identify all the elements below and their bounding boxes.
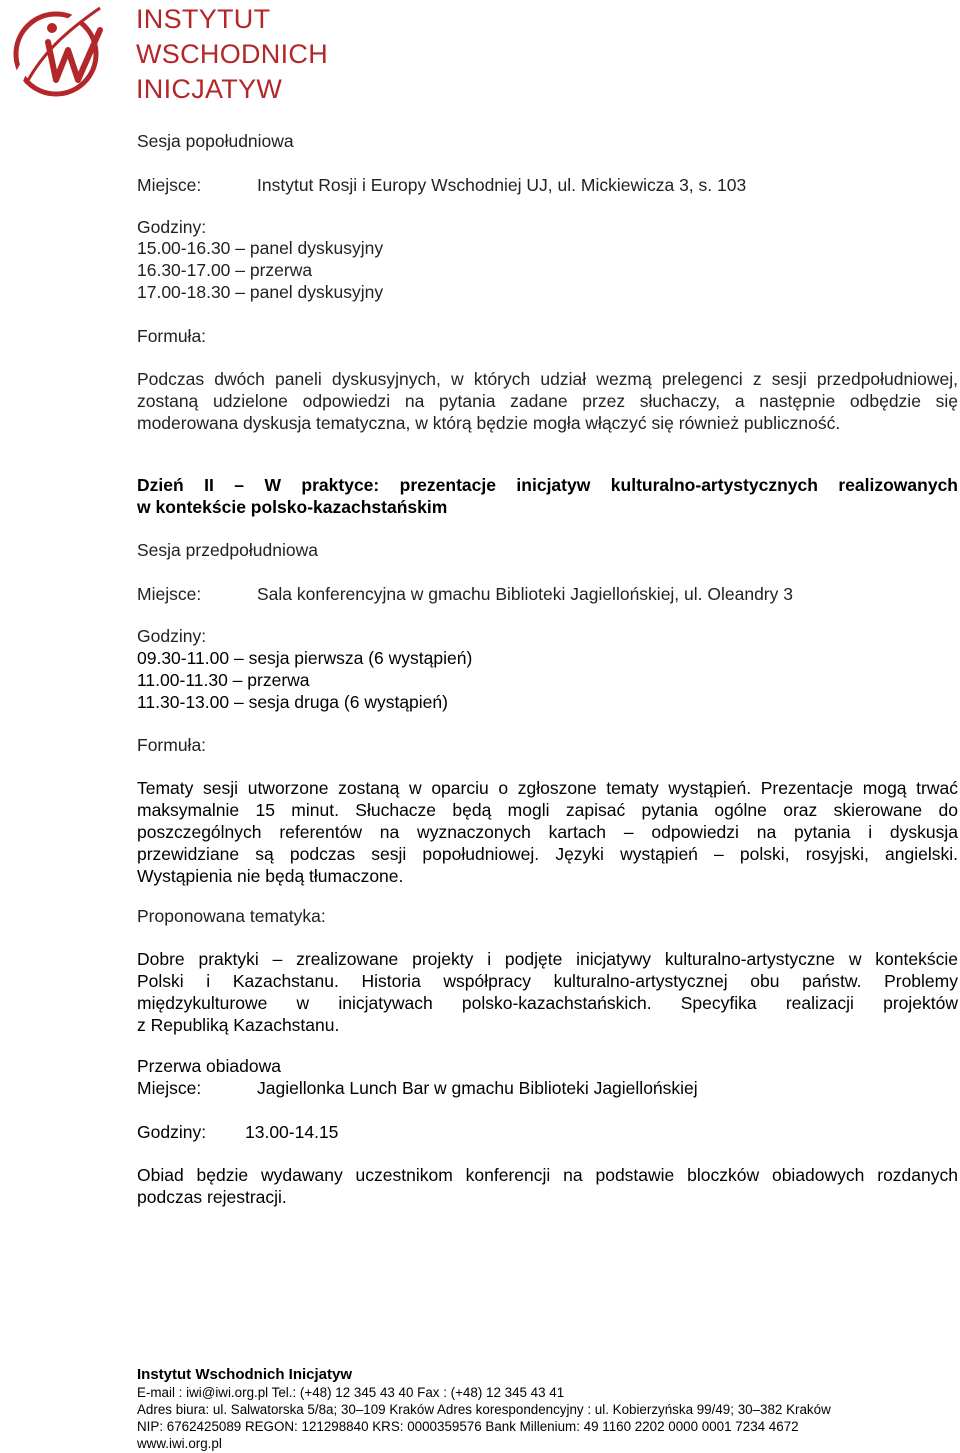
place-value: Instytut Rosji i Europy Wschodniej UJ, ul. Mickiewicza 3, s. 103 (257, 175, 747, 195)
morning-session-title: Sesja przedpołudniowa (137, 540, 318, 560)
paragraph-line: z Republiką Kazachstanu. (137, 1015, 340, 1035)
place-value: Jagiellonka Lunch Bar w gmachu Biblioteki Jagiellońskiej (257, 1078, 698, 1098)
lunch-hours-row (137, 1122, 339, 1143)
paragraph-line: przewidziane są podczas sesji popołudniowej. Języki wystąpień – polski, rosyjski, angielski. (137, 844, 958, 864)
afternoon-hours-item: 16.30-17.00 – przerwa (137, 260, 313, 280)
footer-address: Adres biura: ul. Salwatorska 5/8a; 30–109 Kraków Adres korespondencyjny : ul. Kobierzyńska 99/49; 30–382 Kraków (137, 1402, 831, 1417)
place-value: Sala konferencyjna w gmachu Biblioteki Jagiellońskiej, ul. Oleandry 3 (257, 584, 793, 604)
place-label: Miejsce: (137, 175, 202, 195)
afternoon-hours-label: Godziny: (137, 217, 207, 237)
paragraph-line: Podczas dwóch paneli dyskusyjnych, w których udział wezmą prelegenci z sesji przedpołudniowej, (137, 369, 958, 389)
footer-org-name: Instytut Wschodnich Inicjatyw (137, 1366, 353, 1383)
morning-place-row (137, 584, 793, 605)
paragraph-line: podczas rejestracji. (137, 1187, 287, 1207)
morning-hours-item: 11.30-13.00 – sesja druga (6 wystąpień) (137, 692, 448, 712)
afternoon-formula-label: Formuła: (137, 326, 207, 346)
afternoon-place-row (137, 175, 747, 196)
logo-line-3: INICJATYW (136, 74, 283, 104)
lunch-title: Przerwa obiadowa (137, 1056, 281, 1076)
paragraph-line: Dobre praktyki – zrealizowane projekty i podjęte inicjatywy kulturalno-artystyczne w kontekście (137, 949, 958, 969)
paragraph-line: międzykulturowe w inicjatywach polsko-kazachstańskich. Specyfika realizacji projektów (137, 993, 958, 1013)
topics-label: Proponowana tematyka: (137, 906, 326, 926)
place-label: Miejsce: (137, 1078, 202, 1098)
footer-website-link[interactable]: www.iwi.org.pl (137, 1436, 222, 1451)
morning-hours-label: Godziny: (137, 626, 207, 646)
morning-hours-item: 09.30-11.00 – sesja pierwsza (6 wystąpień) (137, 648, 473, 668)
paragraph-line: Obiad będzie wydawany uczestnikom konferencji na podstawie bloczków obiadowych rozdanych (137, 1165, 958, 1185)
afternoon-hours-item: 17.00-18.30 – panel dyskusyjny (137, 282, 384, 302)
afternoon-formula-paragraph (137, 368, 958, 434)
footer-contact: E-mail : iwi@iwi.org.pl Tel.: (+48) 12 345 43 40 Fax : (+48) 12 345 43 41 (137, 1385, 565, 1400)
paragraph-line: Wystąpienia nie będą tłumaczone. (137, 866, 404, 886)
paragraph-line: Polski i Kazachstanu. Historia współpracy kulturalno-artystycznej obu państw. Problemy (137, 971, 958, 991)
logo-line-2: WSCHODNICH (136, 39, 328, 69)
topics-paragraph (137, 948, 958, 1036)
paragraph-line: poszczególnych referentów na wyznaczonych kartach – odpowiedzi na pytania i dyskusja (137, 822, 958, 842)
paragraph-line: moderowana dyskusja tematyczna, w którą będzie mogła włączyć się również publiczność. (137, 413, 841, 433)
morning-formula-label: Formuła: (137, 735, 207, 755)
paragraph-line: maksymalnie 15 minut. Słuchacze będą mogli zapisać pytania ogólne oraz skierowane do (137, 800, 958, 820)
heading-line: Dzień II – W praktyce: prezentacje inicjatyw kulturalno-artystycznych realizowanych (137, 475, 958, 495)
place-label: Miejsce: (137, 584, 202, 604)
hours-value: 13.00-14.15 (245, 1122, 339, 1142)
paragraph-line: Tematy sesji utworzone zostaną w oparciu o zgłoszone tematy wystąpień. Prezentacje mogą trwać (137, 778, 958, 798)
morning-hours-item: 11.00-11.30 – przerwa (137, 670, 310, 690)
morning-formula-paragraph (137, 777, 958, 887)
logo-wordmark (136, 2, 328, 107)
afternoon-session-title: Sesja popołudniowa (137, 131, 294, 151)
heading-line: w kontekście polsko-kazachstańskim (137, 497, 448, 517)
iwi-emblem-icon (8, 2, 118, 102)
institute-logo (8, 2, 338, 102)
paragraph-line: zostaną udzielone odpowiedzi na pytania zadane przez słuchaczy, a następnie odbędzie się (137, 391, 958, 411)
day2-heading (137, 474, 958, 518)
hours-label: Godziny: (137, 1122, 207, 1142)
lunch-place-row (137, 1078, 698, 1099)
footer-registry: NIP: 6762425089 REGON: 121298840 KRS: 0000359576 Bank Millenium: 49 1160 2202 0000 0001 7234 4672 (137, 1419, 799, 1434)
logo-line-1: INSTYTUT (136, 4, 271, 34)
afternoon-hours-item: 15.00-16.30 – panel dyskusyjny (137, 238, 384, 258)
lunch-note-paragraph (137, 1164, 958, 1208)
